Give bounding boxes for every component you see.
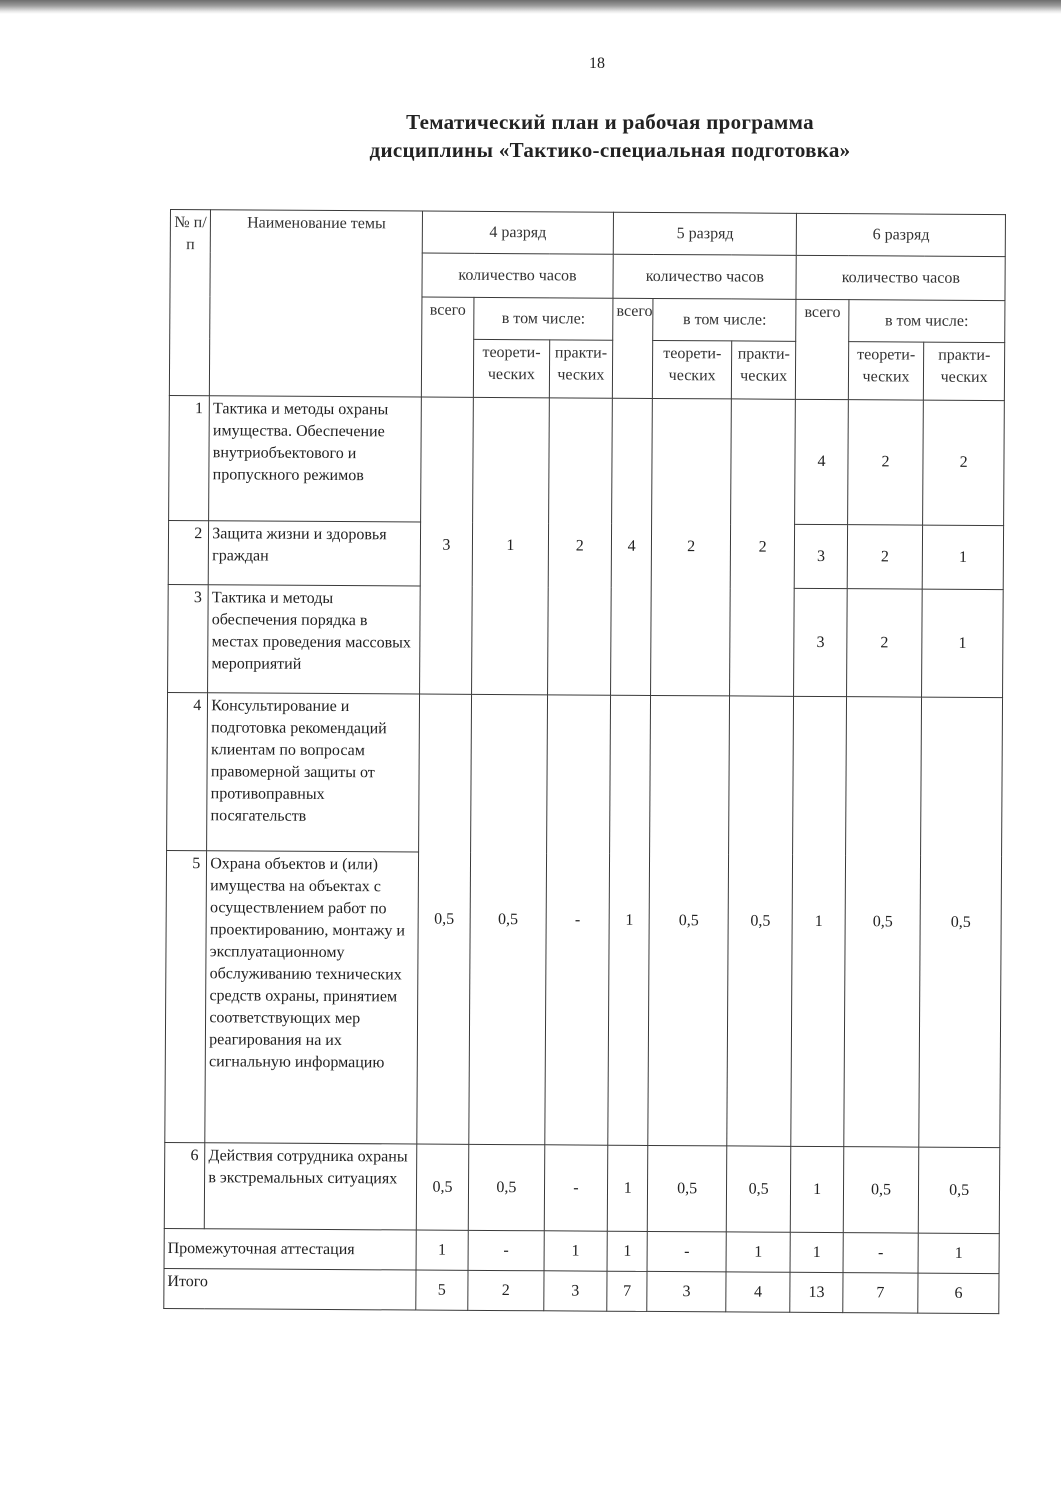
cell-g6-practice: 0,5 — [919, 1147, 1000, 1233]
total-value: 2 — [468, 1270, 544, 1310]
cell-g5-practice: 0,5 — [727, 696, 794, 1146]
cell-g5-total: 1 — [607, 1145, 648, 1231]
table-row — [169, 395, 1005, 525]
table-row — [164, 1142, 1000, 1233]
total-value: 4 — [726, 1272, 791, 1312]
cell-g4-practice: - — [544, 1145, 608, 1231]
cell-g5-theory: 0,5 — [648, 1145, 727, 1231]
title-line-1: Тематический план и рабочая программа — [406, 110, 814, 134]
cell-g5-theory: 2 — [651, 398, 731, 695]
attestation-row — [164, 1228, 999, 1273]
header-practice-5: практи-ческих — [731, 341, 796, 399]
header-theory-5: теорети-ческих — [653, 340, 732, 398]
attestation-value: - — [647, 1231, 726, 1271]
header-grade-4: 4 разряд — [422, 211, 614, 254]
cell-g6-theory: 2 — [847, 525, 923, 589]
header-practice-6: практи-ческих — [924, 342, 1005, 400]
cell-g4-theory: 0,5 — [468, 1144, 544, 1230]
row-topic: Действия сотрудника охраны в экстремальных ситуациях — [205, 1143, 417, 1230]
total-value: 7 — [607, 1271, 648, 1311]
scan-top-edge — [0, 0, 1061, 14]
total-row — [164, 1268, 999, 1313]
total-value: 3 — [647, 1271, 726, 1311]
cell-g6-practice: 0,5 — [919, 697, 1002, 1147]
attestation-value: 1 — [918, 1233, 999, 1273]
cell-g6-practice: 2 — [923, 400, 1004, 525]
total-value: 3 — [543, 1271, 607, 1311]
cell-g4-practice: 2 — [547, 398, 612, 695]
header-total-5: всего — [612, 298, 653, 398]
attestation-value: 1 — [416, 1230, 469, 1270]
header-topic: Наименование темы — [210, 210, 423, 397]
row-number: 3 — [168, 584, 209, 692]
cell-g6-total: 1 — [791, 1146, 844, 1232]
cell-g5-practice: 0,5 — [726, 1146, 791, 1232]
header-hours-5: количество часов — [613, 254, 797, 299]
header-including-5: в том числе: — [653, 298, 796, 341]
title-line-2: дисциплины «Тактико-специальная подготовка» — [369, 138, 851, 162]
attestation-value: 1 — [790, 1232, 843, 1272]
header-theory-6: теорети-ческих — [848, 342, 924, 400]
header-total-4: всего — [421, 297, 474, 397]
table-row — [167, 692, 1003, 855]
cell-g5-total: 4 — [611, 398, 653, 695]
row-topic: Охрана объектов и (или) имущества на объектах с осуществлением работ по проектированию, монтажу и эксплуатационному обслуживанию технических средств охраны, принятием соответствующих мер реагирования на их сигнальную информацию — [205, 851, 418, 1144]
row-topic: Защита жизни и здоровья граждан — [208, 521, 420, 586]
row-topic: Тактика и методы охраны имущества. Обеспечение внутриобъектового и пропускного режимов — [209, 396, 421, 522]
cell-g6-theory: 0,5 — [843, 1147, 919, 1233]
attestation-label: Промежуточная аттестация — [164, 1228, 416, 1270]
header-including-4: в том числе: — [474, 297, 613, 340]
document-title — [210, 108, 1010, 164]
header-grade-5: 5 разряд — [613, 212, 797, 255]
cell-g4-total: 0,5 — [417, 694, 472, 1144]
header-theory-4: теорети-ческих — [473, 339, 549, 397]
cell-g4-practice: - — [544, 695, 610, 1145]
header-hours-4: количество часов — [422, 253, 614, 298]
cell-g6-total: 3 — [794, 588, 847, 696]
cell-g4-total: 3 — [419, 397, 473, 694]
cell-g5-total: 1 — [608, 695, 651, 1145]
cell-g4-theory: 0,5 — [469, 694, 547, 1144]
total-value: 5 — [416, 1270, 469, 1310]
cell-g4-total: 0,5 — [416, 1144, 469, 1230]
cell-g6-total: 3 — [795, 524, 848, 588]
attestation-value: - — [468, 1230, 544, 1270]
header-grade-6: 6 разряд — [797, 213, 1006, 256]
attestation-value: 1 — [544, 1231, 608, 1271]
total-value: 6 — [918, 1273, 999, 1313]
cell-g4-theory: 1 — [472, 397, 549, 694]
attestation-value: 1 — [726, 1232, 791, 1272]
cell-g5-theory: 0,5 — [648, 695, 729, 1145]
header-total-6: всего — [796, 299, 849, 399]
row-number: 5 — [165, 850, 207, 1142]
row-number: 1 — [169, 395, 210, 520]
row-topic: Тактика и методы обеспечения порядка в местах проведения массовых мероприятий — [208, 585, 420, 694]
header-hours-6: количество часов — [796, 255, 1005, 300]
header-row-grades — [170, 210, 1005, 257]
cell-g6-theory: 2 — [846, 589, 922, 697]
total-label: Итого — [164, 1268, 416, 1310]
cell-g6-theory: 0,5 — [844, 697, 922, 1147]
row-number: 6 — [164, 1142, 205, 1228]
row-number: 4 — [167, 692, 208, 850]
cell-g6-theory: 2 — [847, 400, 923, 525]
header-including-6: в том числе: — [848, 300, 1004, 343]
cell-g6-total: 4 — [795, 399, 848, 524]
total-value: 7 — [843, 1273, 919, 1313]
row-number: 2 — [168, 520, 209, 584]
attestation-value: 1 — [607, 1231, 648, 1271]
header-practice-4: практи-ческих — [549, 340, 613, 398]
row-topic: Консультирование и подготовка рекомендаций клиентам по вопросам правомерной защиты от противоправных посягательств — [207, 693, 419, 852]
cell-g6-practice: 1 — [923, 525, 1004, 589]
cell-g6-total: 1 — [791, 696, 846, 1146]
header-no: № п/п — [169, 210, 210, 396]
page-number: 18 — [589, 55, 605, 72]
attestation-value: - — [843, 1233, 919, 1273]
thematic-plan-table — [163, 209, 1006, 1314]
cell-g5-practice: 2 — [729, 399, 795, 696]
cell-g6-practice: 1 — [922, 589, 1003, 697]
total-value: 13 — [790, 1272, 843, 1312]
